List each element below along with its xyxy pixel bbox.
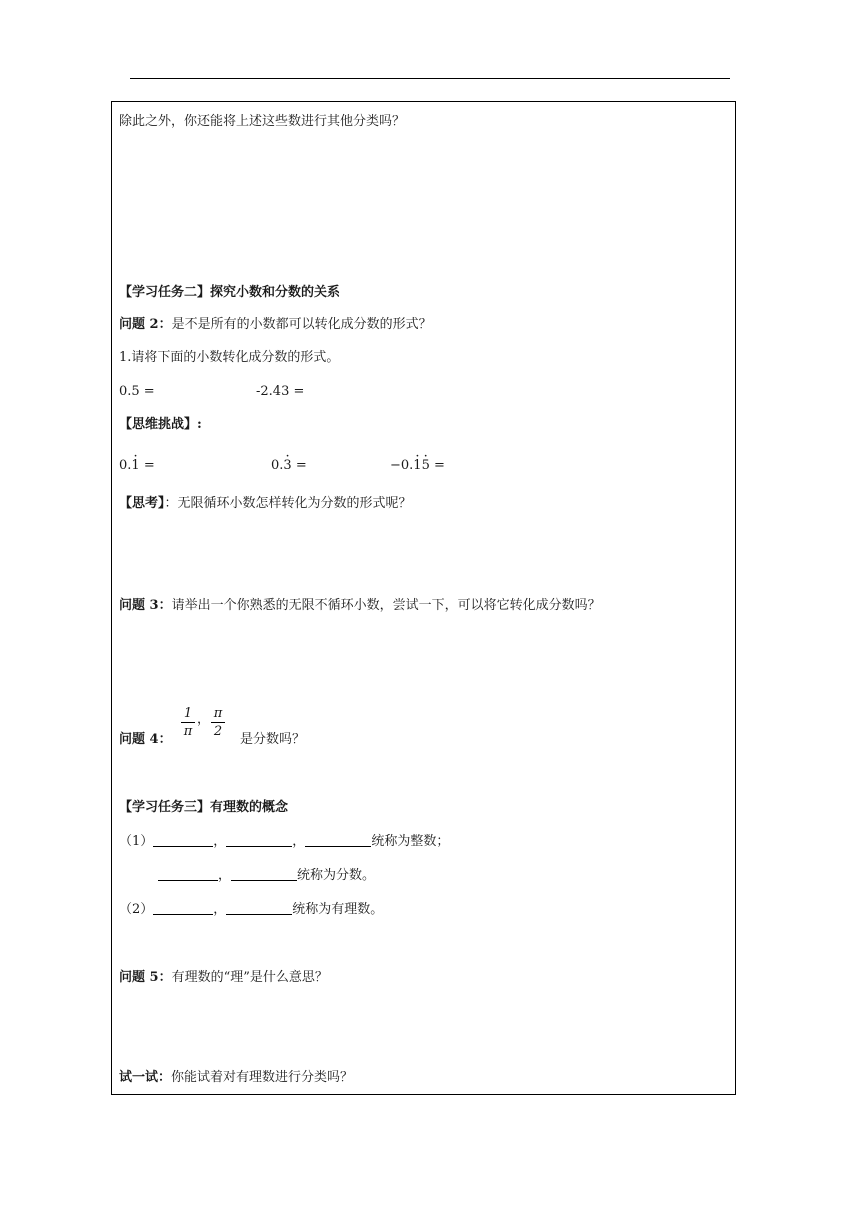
fill-line-1-suffix: 统称为整数； xyxy=(371,834,450,849)
fraction-1-numerator: 1 xyxy=(181,705,195,723)
question-3 xyxy=(119,597,601,615)
fill-line-1-prefix: （1） xyxy=(119,834,154,849)
task3-heading xyxy=(119,799,288,817)
task2-heading xyxy=(119,284,340,302)
task3-title: 有理数的概念 xyxy=(210,800,289,815)
fraction-2-numerator: π xyxy=(211,705,225,723)
question-2 xyxy=(119,316,432,334)
fraction-1-denominator: π xyxy=(183,724,193,739)
question-5-label: 问题 5： xyxy=(119,970,172,985)
comma: ， xyxy=(213,834,227,849)
question-3-label: 问题 3： xyxy=(119,598,172,613)
rd3-tail: = xyxy=(429,458,445,473)
question-2-label: 问题 2： xyxy=(119,317,172,332)
fraction-2-denominator: 2 xyxy=(213,724,223,739)
fill-line-3-prefix: （2） xyxy=(119,902,154,917)
fraction-separator: ， xyxy=(197,712,211,727)
question-5 xyxy=(119,969,328,987)
question-5-text: 有理数的“理”是什么意思？ xyxy=(171,970,328,985)
rd1-dotted-digit: · 1 xyxy=(131,457,139,475)
question-3-text: 请举出一个你熟悉的无限不循环小数，尝试一下，可以将它转化成分数吗？ xyxy=(171,598,601,613)
blank-2[interactable] xyxy=(226,834,292,847)
question-2-text: 是不是所有的小数都可以转化成分数的形式？ xyxy=(171,317,432,332)
fill-line-2 xyxy=(158,867,375,885)
rd2-tail: = xyxy=(291,458,307,473)
header-rule xyxy=(130,78,730,79)
rd2-dotted-digit: · 3 xyxy=(283,457,291,475)
comma: ， xyxy=(292,834,306,849)
fraction-1-over-pi xyxy=(181,705,195,740)
fraction-pi-over-2 xyxy=(211,705,225,740)
convert-2: -2.43 = xyxy=(256,384,305,399)
intro-question: 除此之外，你还能将上述这些数进行其他分类吗？ xyxy=(119,114,406,129)
rd1-tail: = xyxy=(139,458,155,473)
comma: ， xyxy=(218,868,232,883)
blank-6[interactable] xyxy=(153,902,213,915)
item-1: 1.请将下面的小数转化成分数的形式。 xyxy=(119,350,340,365)
repeating-decimal-1 xyxy=(119,457,155,475)
blank-3[interactable] xyxy=(305,834,371,847)
try-it-text: 你能试着对有理数进行分类吗？ xyxy=(171,1070,354,1085)
task2-label: 【学习任务二】 xyxy=(119,285,211,300)
think-label: 【思考】 xyxy=(119,496,165,511)
rd1-lead: 0. xyxy=(119,458,132,473)
comma: ， xyxy=(213,902,227,917)
fill-line-3-suffix: 统称为有理数。 xyxy=(292,902,384,917)
try-it xyxy=(119,1069,353,1087)
rd2-lead: 0. xyxy=(271,458,284,473)
convert-1: 0.5 = xyxy=(119,384,155,399)
task3-label: 【学习任务三】 xyxy=(119,800,211,815)
question-4-tail: 是分数吗？ xyxy=(240,732,306,747)
rd3-lead: −0. xyxy=(390,458,414,473)
repeating-decimal-3 xyxy=(390,457,445,475)
try-it-label: 试一试： xyxy=(119,1070,172,1085)
rd3-dotted-digit-1: · 1 xyxy=(413,457,421,475)
repeating-decimal-2 xyxy=(271,457,307,475)
challenge-label: 【思维挑战】: xyxy=(119,417,202,432)
fill-line-3 xyxy=(119,901,383,919)
blank-7[interactable] xyxy=(226,902,292,915)
rd3-dotted-digit-2: · 5 xyxy=(422,457,430,475)
think-text: ：无限循环小数怎样转化为分数的形式呢？ xyxy=(164,496,412,511)
blank-4[interactable] xyxy=(158,868,218,881)
think-prompt xyxy=(119,495,412,513)
task2-title: 探究小数和分数的关系 xyxy=(210,285,341,300)
fill-line-2-suffix: 统称为分数。 xyxy=(297,868,376,883)
blank-5[interactable] xyxy=(231,868,297,881)
question-4-label: 问题 4： xyxy=(119,732,172,747)
fill-line-1 xyxy=(119,833,449,851)
blank-1[interactable] xyxy=(153,834,213,847)
